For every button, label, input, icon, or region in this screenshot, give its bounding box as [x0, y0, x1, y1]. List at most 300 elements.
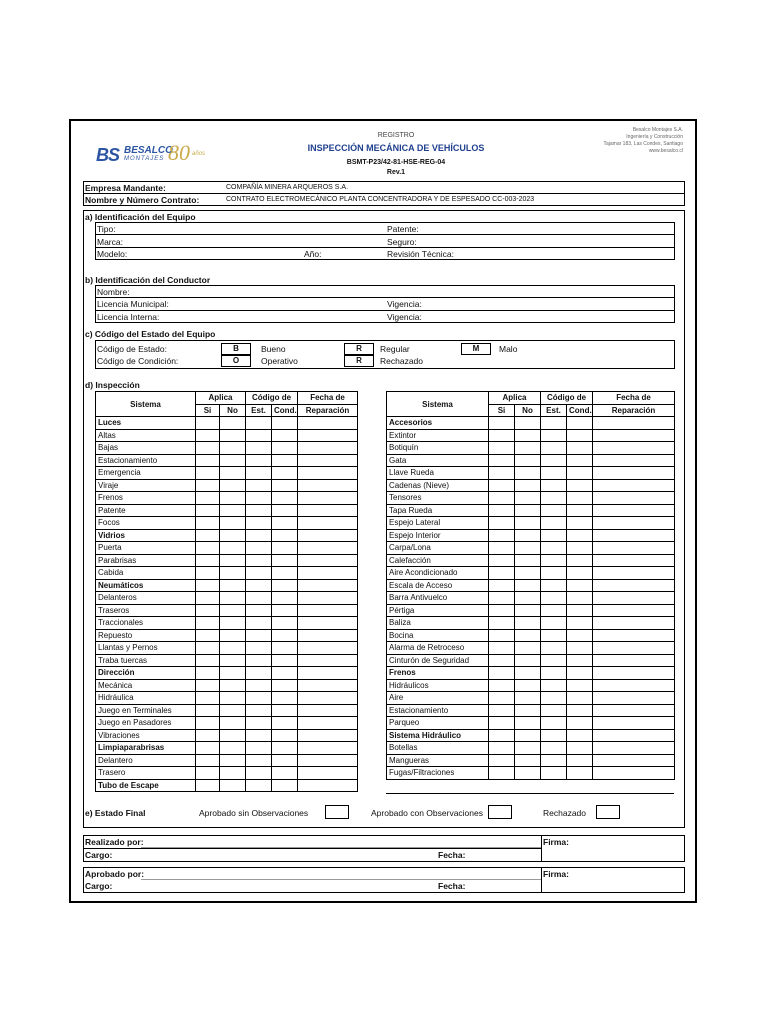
- fecha-cell[interactable]: [593, 754, 675, 767]
- no-cell[interactable]: [515, 504, 541, 517]
- si-cell[interactable]: [489, 504, 515, 517]
- fecha-cell[interactable]: [593, 742, 675, 755]
- fecha-cell[interactable]: [298, 429, 358, 442]
- si-cell[interactable]: [196, 454, 220, 467]
- modelo-field[interactable]: Modelo:: [97, 249, 128, 259]
- est-cell[interactable]: [541, 554, 567, 567]
- no-cell[interactable]: [515, 654, 541, 667]
- no-cell[interactable]: [515, 467, 541, 480]
- est-cell[interactable]: [541, 517, 567, 530]
- si-cell[interactable]: [196, 542, 220, 555]
- est-cell[interactable]: [246, 567, 272, 580]
- est-cell[interactable]: [541, 692, 567, 705]
- fecha-cell[interactable]: [298, 679, 358, 692]
- cond-cell[interactable]: [272, 417, 298, 430]
- si-cell[interactable]: [489, 667, 515, 680]
- si-cell[interactable]: [489, 542, 515, 555]
- no-cell[interactable]: [515, 429, 541, 442]
- cond-cell[interactable]: [272, 529, 298, 542]
- fecha-cell[interactable]: [298, 504, 358, 517]
- no-cell[interactable]: [220, 579, 246, 592]
- cond-cell[interactable]: [272, 692, 298, 705]
- aprobado-cargo-field[interactable]: Cargo:: [85, 881, 113, 891]
- est-cell[interactable]: [246, 654, 272, 667]
- si-cell[interactable]: [196, 604, 220, 617]
- cond-cell[interactable]: [272, 704, 298, 717]
- cond-cell[interactable]: [567, 454, 593, 467]
- fecha-cell[interactable]: [593, 567, 675, 580]
- si-cell[interactable]: [196, 417, 220, 430]
- si-cell[interactable]: [196, 754, 220, 767]
- cond-cell[interactable]: [567, 567, 593, 580]
- si-cell[interactable]: [489, 454, 515, 467]
- fecha-cell[interactable]: [593, 667, 675, 680]
- cond-cell[interactable]: [567, 617, 593, 630]
- cond-cell[interactable]: [567, 654, 593, 667]
- est-cell[interactable]: [541, 767, 567, 780]
- est-cell[interactable]: [541, 492, 567, 505]
- cond-cell[interactable]: [272, 429, 298, 442]
- no-cell[interactable]: [515, 479, 541, 492]
- cond-cell[interactable]: [567, 479, 593, 492]
- no-cell[interactable]: [220, 442, 246, 455]
- no-cell[interactable]: [515, 642, 541, 655]
- cond-cell[interactable]: [272, 517, 298, 530]
- fecha-cell[interactable]: [298, 604, 358, 617]
- fecha-cell[interactable]: [593, 579, 675, 592]
- cond-cell[interactable]: [272, 454, 298, 467]
- cond-cell[interactable]: [567, 592, 593, 605]
- fecha-cell[interactable]: [593, 617, 675, 630]
- fecha-cell[interactable]: [298, 617, 358, 630]
- cond-cell[interactable]: [272, 504, 298, 517]
- no-cell[interactable]: [515, 517, 541, 530]
- contrato-value[interactable]: CONTRATO ELECTROMECÁNICO PLANTA CONCENTRADORA Y DE ESPESADO CC-003-2023: [226, 196, 535, 203]
- fecha-cell[interactable]: [593, 729, 675, 742]
- no-cell[interactable]: [515, 704, 541, 717]
- no-cell[interactable]: [220, 654, 246, 667]
- seguro-field[interactable]: Seguro:: [387, 237, 417, 247]
- est-cell[interactable]: [246, 504, 272, 517]
- fecha-cell[interactable]: [593, 717, 675, 730]
- est-cell[interactable]: [541, 479, 567, 492]
- est-cell[interactable]: [541, 654, 567, 667]
- si-cell[interactable]: [489, 517, 515, 530]
- si-cell[interactable]: [196, 667, 220, 680]
- cond-cell[interactable]: [567, 467, 593, 480]
- fecha-cell[interactable]: [298, 567, 358, 580]
- est-cell[interactable]: [246, 642, 272, 655]
- no-cell[interactable]: [515, 629, 541, 642]
- est-cell[interactable]: [246, 529, 272, 542]
- si-cell[interactable]: [196, 567, 220, 580]
- fecha-cell[interactable]: [298, 754, 358, 767]
- fecha-cell[interactable]: [593, 604, 675, 617]
- cond-cell[interactable]: [567, 604, 593, 617]
- no-cell[interactable]: [220, 554, 246, 567]
- no-cell[interactable]: [220, 617, 246, 630]
- fecha-cell[interactable]: [298, 642, 358, 655]
- fecha-cell[interactable]: [298, 654, 358, 667]
- si-cell[interactable]: [196, 529, 220, 542]
- vigencia-interna-field[interactable]: Vigencia:: [387, 312, 422, 322]
- no-cell[interactable]: [515, 592, 541, 605]
- est-cell[interactable]: [246, 467, 272, 480]
- est-cell[interactable]: [246, 667, 272, 680]
- si-cell[interactable]: [196, 517, 220, 530]
- cond-cell[interactable]: [567, 692, 593, 705]
- est-cell[interactable]: [246, 717, 272, 730]
- si-cell[interactable]: [196, 717, 220, 730]
- fecha-cell[interactable]: [298, 704, 358, 717]
- si-cell[interactable]: [196, 679, 220, 692]
- fecha-cell[interactable]: [593, 629, 675, 642]
- fecha-cell[interactable]: [593, 417, 675, 430]
- no-cell[interactable]: [515, 754, 541, 767]
- si-cell[interactable]: [489, 704, 515, 717]
- tipo-field[interactable]: Tipo:: [97, 224, 116, 234]
- empresa-value[interactable]: COMPAÑÍA MINERA ARQUEROS S.A.: [226, 184, 349, 191]
- fecha-cell[interactable]: [298, 442, 358, 455]
- si-cell[interactable]: [196, 579, 220, 592]
- no-cell[interactable]: [515, 617, 541, 630]
- aprobado-por-field[interactable]: Aprobado por:: [85, 869, 145, 879]
- no-cell[interactable]: [220, 667, 246, 680]
- cond-cell[interactable]: [567, 442, 593, 455]
- si-cell[interactable]: [489, 717, 515, 730]
- si-cell[interactable]: [196, 767, 220, 780]
- si-cell[interactable]: [196, 592, 220, 605]
- est-cell[interactable]: [246, 542, 272, 555]
- si-cell[interactable]: [196, 654, 220, 667]
- no-cell[interactable]: [220, 429, 246, 442]
- no-cell[interactable]: [220, 592, 246, 605]
- si-cell[interactable]: [196, 779, 220, 792]
- est-cell[interactable]: [246, 417, 272, 430]
- no-cell[interactable]: [220, 479, 246, 492]
- si-cell[interactable]: [489, 654, 515, 667]
- cond-cell[interactable]: [272, 617, 298, 630]
- est-cell[interactable]: [246, 754, 272, 767]
- no-cell[interactable]: [515, 717, 541, 730]
- est-cell[interactable]: [541, 667, 567, 680]
- si-cell[interactable]: [489, 467, 515, 480]
- cond-cell[interactable]: [272, 592, 298, 605]
- no-cell[interactable]: [220, 742, 246, 755]
- est-cell[interactable]: [246, 492, 272, 505]
- est-cell[interactable]: [246, 454, 272, 467]
- fecha-cell[interactable]: [298, 492, 358, 505]
- cond-cell[interactable]: [272, 542, 298, 555]
- si-cell[interactable]: [489, 767, 515, 780]
- realizado-firma-field[interactable]: Firma:: [543, 837, 569, 847]
- si-cell[interactable]: [489, 579, 515, 592]
- revision-tecnica-field[interactable]: Revisión Técnica:: [387, 249, 454, 259]
- fecha-cell[interactable]: [593, 554, 675, 567]
- fecha-cell[interactable]: [593, 654, 675, 667]
- anio-field[interactable]: Año:: [304, 249, 322, 259]
- fecha-cell[interactable]: [593, 542, 675, 555]
- est-cell[interactable]: [246, 579, 272, 592]
- cond-cell[interactable]: [272, 554, 298, 567]
- est-cell[interactable]: [541, 417, 567, 430]
- no-cell[interactable]: [220, 467, 246, 480]
- si-cell[interactable]: [196, 704, 220, 717]
- fecha-cell[interactable]: [593, 767, 675, 780]
- cond-cell[interactable]: [272, 642, 298, 655]
- fecha-cell[interactable]: [593, 679, 675, 692]
- est-cell[interactable]: [246, 679, 272, 692]
- no-cell[interactable]: [515, 567, 541, 580]
- no-cell[interactable]: [515, 454, 541, 467]
- fecha-cell[interactable]: [593, 442, 675, 455]
- fecha-cell[interactable]: [298, 692, 358, 705]
- no-cell[interactable]: [220, 754, 246, 767]
- no-cell[interactable]: [220, 542, 246, 555]
- fecha-cell[interactable]: [593, 517, 675, 530]
- si-cell[interactable]: [196, 492, 220, 505]
- cond-cell[interactable]: [567, 504, 593, 517]
- cond-cell[interactable]: [567, 629, 593, 642]
- si-cell[interactable]: [489, 417, 515, 430]
- est-cell[interactable]: [246, 779, 272, 792]
- fecha-cell[interactable]: [593, 692, 675, 705]
- est-cell[interactable]: [541, 567, 567, 580]
- cond-cell[interactable]: [567, 542, 593, 555]
- cond-cell[interactable]: [567, 679, 593, 692]
- est-cell[interactable]: [246, 517, 272, 530]
- est-cell[interactable]: [541, 679, 567, 692]
- no-cell[interactable]: [220, 454, 246, 467]
- fecha-cell[interactable]: [298, 417, 358, 430]
- fecha-cell[interactable]: [298, 717, 358, 730]
- fecha-cell[interactable]: [298, 467, 358, 480]
- cond-cell[interactable]: [567, 642, 593, 655]
- cond-cell[interactable]: [272, 654, 298, 667]
- fecha-cell[interactable]: [593, 492, 675, 505]
- fecha-cell[interactable]: [298, 517, 358, 530]
- cond-cell[interactable]: [567, 579, 593, 592]
- fecha-cell[interactable]: [298, 767, 358, 780]
- no-cell[interactable]: [515, 442, 541, 455]
- realizado-por-field[interactable]: Realizado por:: [85, 837, 144, 847]
- est-cell[interactable]: [541, 754, 567, 767]
- cond-cell[interactable]: [567, 667, 593, 680]
- si-cell[interactable]: [196, 617, 220, 630]
- no-cell[interactable]: [220, 679, 246, 692]
- no-cell[interactable]: [515, 542, 541, 555]
- no-cell[interactable]: [220, 779, 246, 792]
- no-cell[interactable]: [220, 692, 246, 705]
- no-cell[interactable]: [515, 679, 541, 692]
- aprobado-sin-obs-checkbox[interactable]: [325, 805, 349, 819]
- fecha-cell[interactable]: [298, 454, 358, 467]
- no-cell[interactable]: [220, 729, 246, 742]
- si-cell[interactable]: [489, 592, 515, 605]
- no-cell[interactable]: [220, 417, 246, 430]
- si-cell[interactable]: [489, 742, 515, 755]
- est-cell[interactable]: [541, 642, 567, 655]
- no-cell[interactable]: [220, 767, 246, 780]
- cond-cell[interactable]: [567, 742, 593, 755]
- no-cell[interactable]: [220, 642, 246, 655]
- si-cell[interactable]: [196, 692, 220, 705]
- no-cell[interactable]: [220, 567, 246, 580]
- no-cell[interactable]: [515, 554, 541, 567]
- cond-cell[interactable]: [567, 492, 593, 505]
- aprobado-firma-field[interactable]: Firma:: [543, 869, 569, 879]
- cond-cell[interactable]: [567, 554, 593, 567]
- fecha-cell[interactable]: [298, 779, 358, 792]
- si-cell[interactable]: [489, 692, 515, 705]
- fecha-cell[interactable]: [593, 454, 675, 467]
- fecha-cell[interactable]: [593, 429, 675, 442]
- si-cell[interactable]: [489, 617, 515, 630]
- est-cell[interactable]: [541, 629, 567, 642]
- est-cell[interactable]: [541, 454, 567, 467]
- cond-cell[interactable]: [567, 529, 593, 542]
- est-cell[interactable]: [246, 767, 272, 780]
- cond-cell[interactable]: [567, 767, 593, 780]
- no-cell[interactable]: [515, 767, 541, 780]
- cond-cell[interactable]: [272, 779, 298, 792]
- no-cell[interactable]: [515, 492, 541, 505]
- fecha-cell[interactable]: [298, 629, 358, 642]
- cond-cell[interactable]: [567, 717, 593, 730]
- no-cell[interactable]: [515, 529, 541, 542]
- est-cell[interactable]: [541, 529, 567, 542]
- fecha-cell[interactable]: [298, 729, 358, 742]
- est-cell[interactable]: [246, 429, 272, 442]
- no-cell[interactable]: [515, 579, 541, 592]
- no-cell[interactable]: [220, 704, 246, 717]
- si-cell[interactable]: [196, 442, 220, 455]
- est-cell[interactable]: [541, 467, 567, 480]
- fecha-cell[interactable]: [593, 704, 675, 717]
- cond-cell[interactable]: [272, 629, 298, 642]
- si-cell[interactable]: [489, 554, 515, 567]
- est-cell[interactable]: [541, 617, 567, 630]
- licencia-municipal-field[interactable]: Licencia Municipal:: [97, 299, 169, 309]
- fecha-cell[interactable]: [593, 467, 675, 480]
- fecha-cell[interactable]: [298, 742, 358, 755]
- si-cell[interactable]: [196, 629, 220, 642]
- si-cell[interactable]: [489, 642, 515, 655]
- cond-cell[interactable]: [272, 667, 298, 680]
- est-cell[interactable]: [246, 704, 272, 717]
- est-cell[interactable]: [541, 442, 567, 455]
- no-cell[interactable]: [515, 667, 541, 680]
- fecha-cell[interactable]: [298, 667, 358, 680]
- fecha-cell[interactable]: [298, 579, 358, 592]
- cond-cell[interactable]: [567, 754, 593, 767]
- est-cell[interactable]: [246, 479, 272, 492]
- si-cell[interactable]: [489, 729, 515, 742]
- est-cell[interactable]: [541, 542, 567, 555]
- si-cell[interactable]: [489, 679, 515, 692]
- si-cell[interactable]: [489, 479, 515, 492]
- est-cell[interactable]: [246, 629, 272, 642]
- est-cell[interactable]: [246, 742, 272, 755]
- si-cell[interactable]: [196, 467, 220, 480]
- no-cell[interactable]: [220, 629, 246, 642]
- si-cell[interactable]: [196, 642, 220, 655]
- si-cell[interactable]: [196, 729, 220, 742]
- cond-cell[interactable]: [272, 717, 298, 730]
- vigencia-municipal-field[interactable]: Vigencia:: [387, 299, 422, 309]
- est-cell[interactable]: [246, 442, 272, 455]
- est-cell[interactable]: [246, 592, 272, 605]
- no-cell[interactable]: [220, 717, 246, 730]
- cond-cell[interactable]: [272, 567, 298, 580]
- fecha-cell[interactable]: [593, 504, 675, 517]
- rechazado-checkbox[interactable]: [596, 805, 620, 819]
- est-cell[interactable]: [541, 592, 567, 605]
- no-cell[interactable]: [515, 604, 541, 617]
- est-cell[interactable]: [246, 729, 272, 742]
- no-cell[interactable]: [220, 492, 246, 505]
- no-cell[interactable]: [515, 417, 541, 430]
- si-cell[interactable]: [489, 492, 515, 505]
- fecha-cell[interactable]: [593, 642, 675, 655]
- si-cell[interactable]: [196, 554, 220, 567]
- cond-cell[interactable]: [272, 467, 298, 480]
- si-cell[interactable]: [489, 604, 515, 617]
- est-cell[interactable]: [246, 604, 272, 617]
- cond-cell[interactable]: [567, 517, 593, 530]
- fecha-cell[interactable]: [298, 592, 358, 605]
- si-cell[interactable]: [489, 629, 515, 642]
- cond-cell[interactable]: [272, 442, 298, 455]
- est-cell[interactable]: [541, 704, 567, 717]
- fecha-cell[interactable]: [593, 479, 675, 492]
- patente-field[interactable]: Patente:: [387, 224, 419, 234]
- fecha-cell[interactable]: [298, 479, 358, 492]
- si-cell[interactable]: [196, 504, 220, 517]
- fecha-cell[interactable]: [593, 592, 675, 605]
- fecha-cell[interactable]: [298, 529, 358, 542]
- est-cell[interactable]: [541, 604, 567, 617]
- aprobado-fecha-field[interactable]: Fecha:: [438, 881, 466, 891]
- cond-cell[interactable]: [272, 479, 298, 492]
- cond-cell[interactable]: [272, 579, 298, 592]
- est-cell[interactable]: [246, 554, 272, 567]
- cond-cell[interactable]: [567, 704, 593, 717]
- si-cell[interactable]: [489, 567, 515, 580]
- realizado-cargo-field[interactable]: Cargo:: [85, 850, 113, 860]
- fecha-cell[interactable]: [593, 529, 675, 542]
- no-cell[interactable]: [220, 517, 246, 530]
- cond-cell[interactable]: [272, 679, 298, 692]
- cond-cell[interactable]: [272, 604, 298, 617]
- nombre-field[interactable]: Nombre:: [97, 287, 130, 297]
- cond-cell[interactable]: [272, 767, 298, 780]
- realizado-fecha-field[interactable]: Fecha:: [438, 850, 466, 860]
- cond-cell[interactable]: [272, 729, 298, 742]
- no-cell[interactable]: [220, 604, 246, 617]
- si-cell[interactable]: [489, 754, 515, 767]
- si-cell[interactable]: [196, 479, 220, 492]
- no-cell[interactable]: [220, 529, 246, 542]
- est-cell[interactable]: [541, 504, 567, 517]
- est-cell[interactable]: [541, 429, 567, 442]
- si-cell[interactable]: [489, 442, 515, 455]
- est-cell[interactable]: [246, 692, 272, 705]
- est-cell[interactable]: [541, 742, 567, 755]
- si-cell[interactable]: [489, 529, 515, 542]
- cond-cell[interactable]: [272, 754, 298, 767]
- aprobado-con-obs-checkbox[interactable]: [488, 805, 512, 819]
